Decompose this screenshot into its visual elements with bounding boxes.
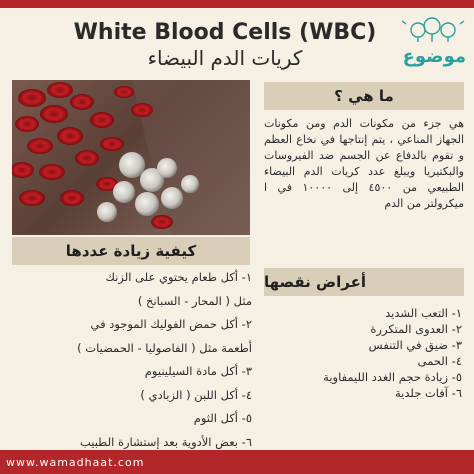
increase-list xyxy=(12,266,252,454)
list-item: ١- أكل طعام يحتوي على الزنك xyxy=(105,270,252,284)
list-item: ٣- أكل مادة السيلينيوم xyxy=(144,364,252,378)
what-is-heading: ما هي ؟ xyxy=(264,82,464,110)
title-english: White Blood Cells (WBC) xyxy=(73,20,377,45)
list-item: مثل ( المحار - السبانخ ) xyxy=(137,293,252,308)
title-arabic: كريات الدم البيضاء xyxy=(147,46,303,70)
list-item: ٤- الحمى xyxy=(417,354,462,368)
symptoms-heading: أعراض نقصها xyxy=(264,268,464,296)
list-item: ٢- أكل حمض الفوليك الموجود في xyxy=(90,317,252,331)
blood-cells-image xyxy=(12,80,250,235)
brand-logo[interactable] xyxy=(398,16,468,76)
list-item: ٥- زيادة حجم الغدد الليمفاوية xyxy=(323,370,462,384)
symptoms-list xyxy=(264,305,462,401)
list-item: ٥- أكل الثوم xyxy=(193,411,252,425)
what-is-description: هي جزء من مكونات الدم ومن مكونات الجهاز المناعي ، يتم إنتاجها في نخاع العظم و تقوم بالدفاع عن الجسم ضد الفيروسات والبكتيريا ويبلغ عدد كريات الدم البيضاء الطبيعي من ٤٥٠٠ إلى ١٠٠٠٠ في ا ميكرولتر من الدم xyxy=(264,117,465,210)
list-item: ٦- آفات جلدية xyxy=(395,386,462,400)
website-link[interactable]: www.wamadhaat.com xyxy=(6,456,145,469)
header xyxy=(0,8,474,68)
list-item: ٢- العدوى المتكررة xyxy=(370,322,462,336)
list-item: ٤- أكل اللبن ( الزبادي ) xyxy=(140,387,252,402)
brand-name: موضوع xyxy=(402,46,466,67)
list-item: أطعمة مثل ( الفاصوليا - الحمضيات ) xyxy=(77,340,252,355)
list-item: ١- التعب الشديد xyxy=(385,306,462,320)
top-accent-bar xyxy=(0,0,474,8)
increase-heading: كيفية زيادة عددها xyxy=(12,237,250,265)
list-item: ٦- بعض الأدوية بعد إستشارة الطبيب xyxy=(79,434,252,449)
list-item: ٣- ضيق في التنفس xyxy=(368,338,462,352)
